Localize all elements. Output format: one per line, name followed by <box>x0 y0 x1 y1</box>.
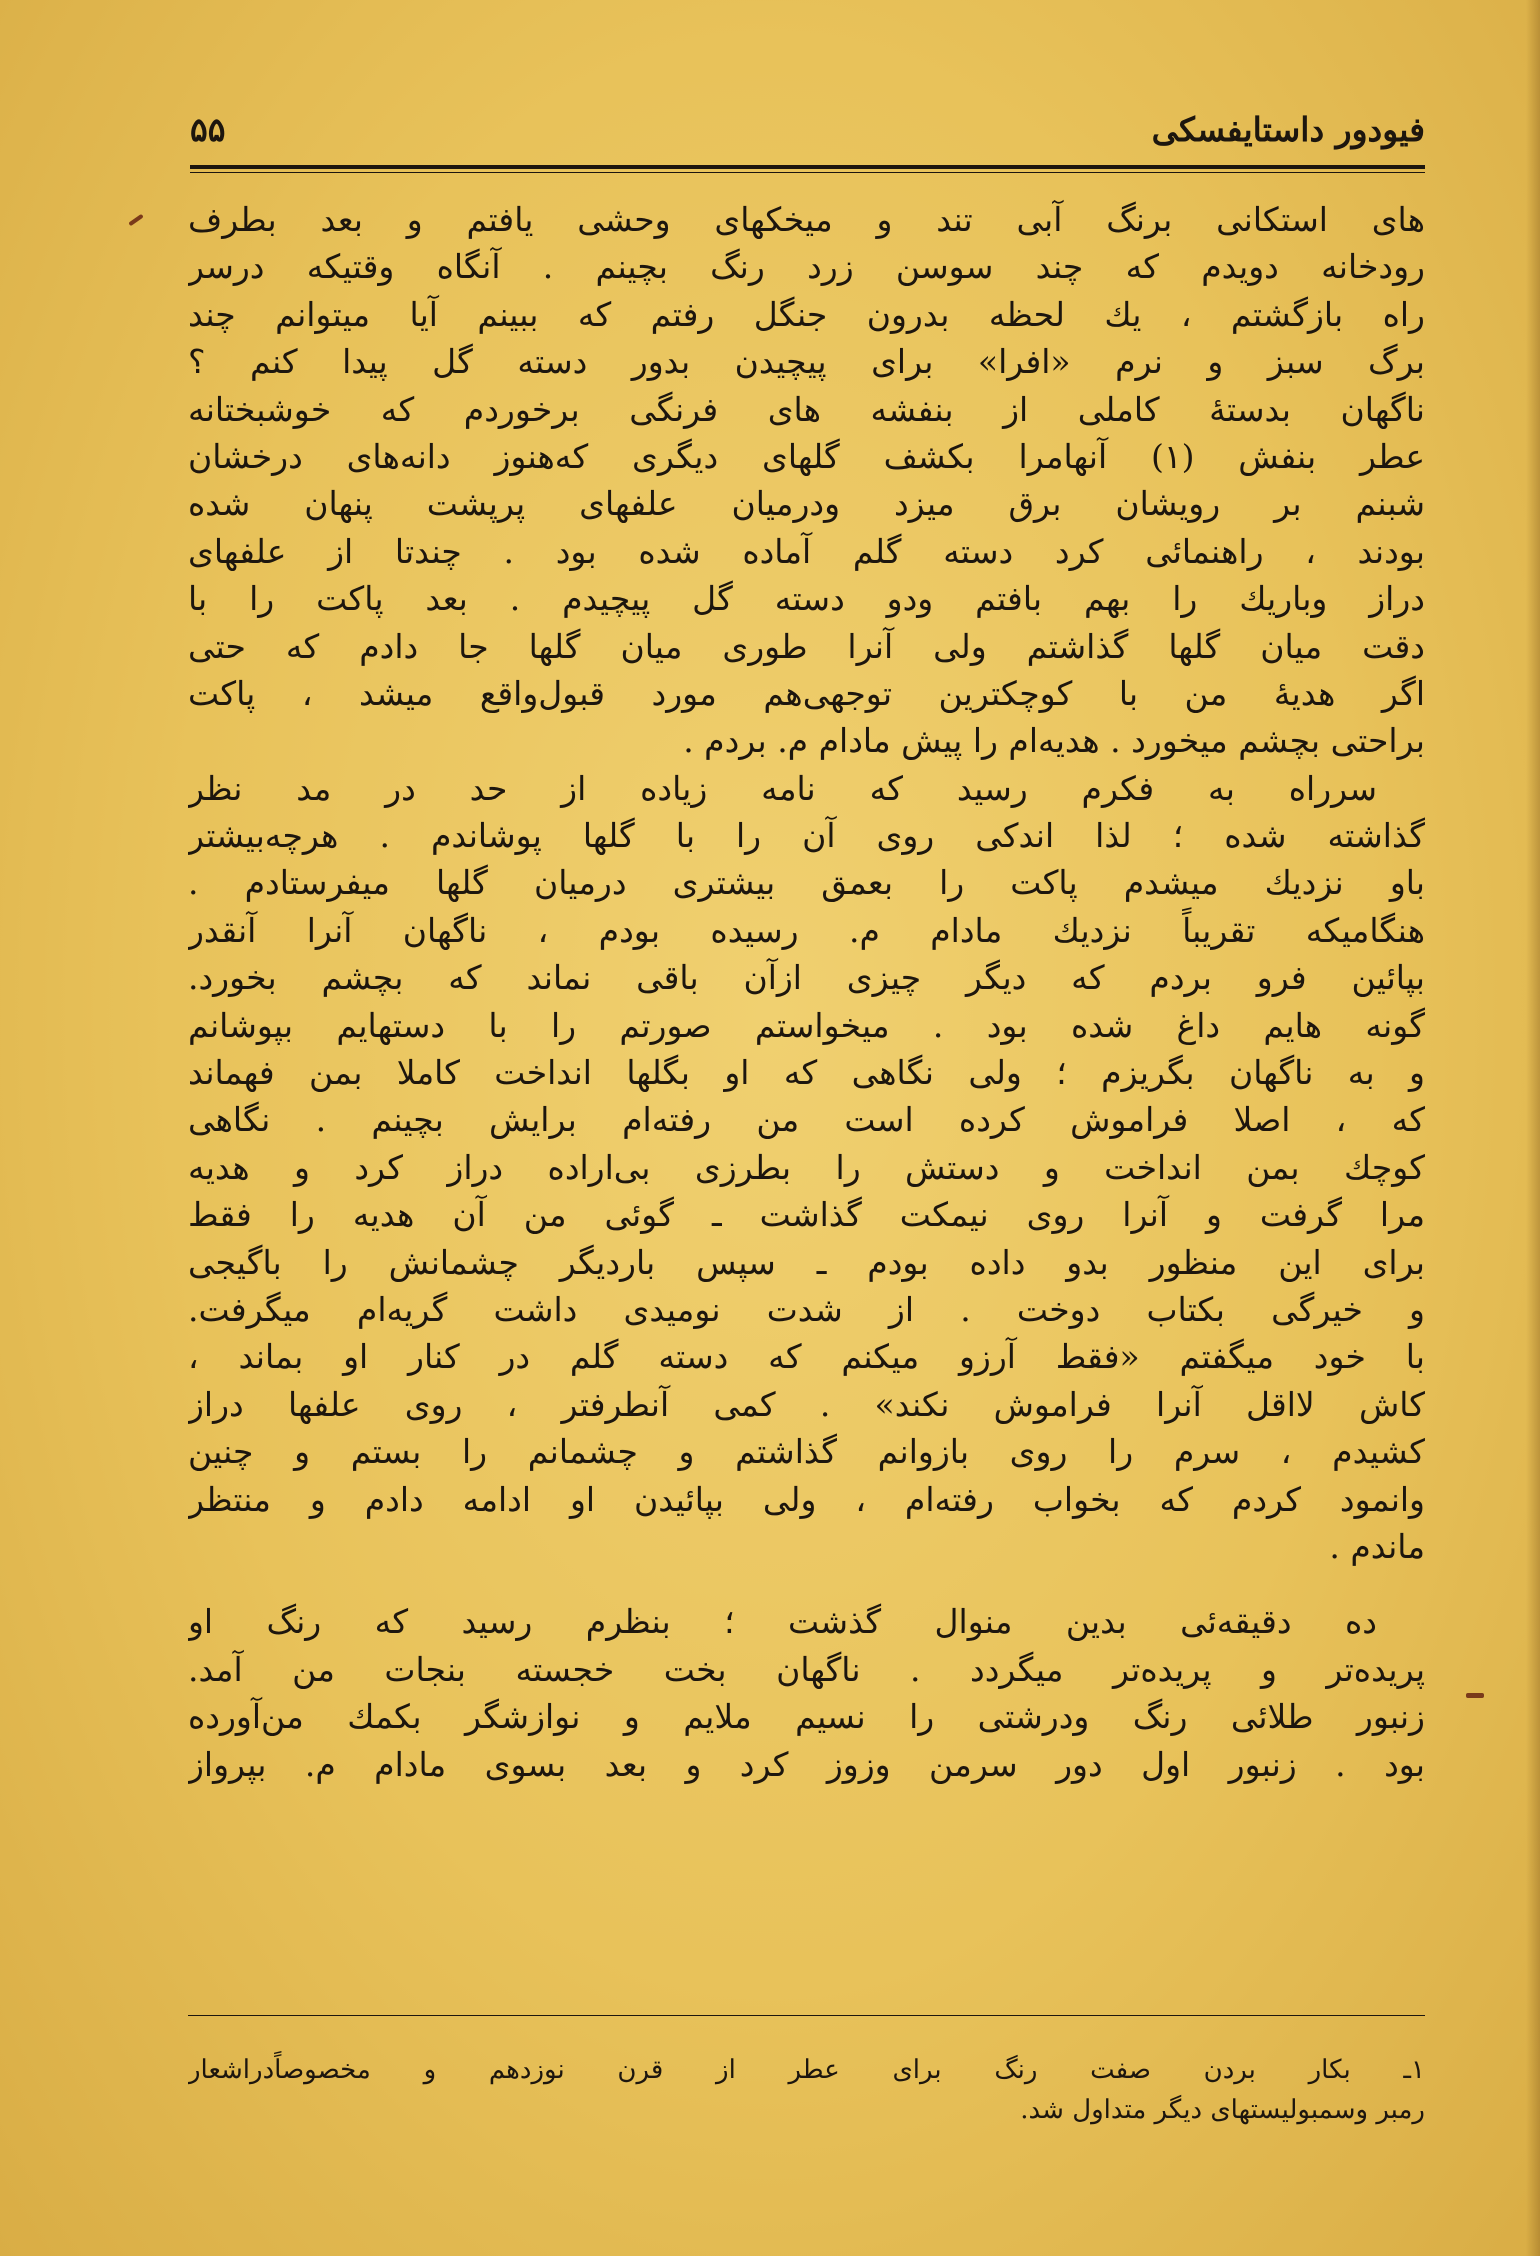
text-line: کوچك بمن انداخت و دستش را بطرزی بی‌اراده دراز کرد و هدیه <box>188 1147 1425 1187</box>
text-line: پریده‌تر و پریده‌تر میگردد . ناگهان بخت خجسته بنجات من آمد. <box>188 1649 1425 1689</box>
text-line: زنبور طلائی رنگ ودرشتی را نسیم ملایم و نوازشگر بکمك من‌آورده <box>188 1697 1425 1737</box>
text-line-indented: سرراه به فکرم رسید که نامه زیاده از حد در مد نظر <box>188 768 1377 808</box>
text-line: و خیرگی بکتاب دوخت . از شدت نومیدی داشت گریه‌ام میگرفت. <box>188 1289 1425 1329</box>
text-line: برگ سبز و نرم «افرا» برای پیچیدن بدور دسته گل پیدا کنم ؟ <box>188 342 1425 382</box>
text-line: رودخانه دویدم که چند سوسن زرد رنگ بچینم . آنگاه وقتیکه درسر <box>188 247 1425 287</box>
text-line: و به ناگهان بگریزم ؛ ولی نگاهی که او بگلها انداخت کاملا بمن فهماند <box>188 1053 1425 1093</box>
page-edge-shadow <box>1526 0 1540 2256</box>
text-line: کشیدم ، سرم را روی بازوانم گذاشتم و چشمانم را بستم و چنین <box>188 1432 1425 1472</box>
text-line: هنگامیکه تقریباً نزدیك مادام م. رسیده بودم ، ناگهان آنرا آنقدر <box>188 910 1425 950</box>
paragraph-gap <box>188 1570 1425 1598</box>
running-header <box>190 104 1425 164</box>
text-line: ناگهان بدستهٔ کاملی از بنفشه های فرنگی برخوردم که خوشبختانه <box>188 389 1425 429</box>
text-line: با خود میگفتم «فقط آرزو میکنم که دسته گلم در کنار او بماند ، <box>188 1337 1425 1377</box>
text-line: بودند ، راهنمائی کرد دسته گلم آماده شده بود . چندتا از علفهای <box>188 531 1425 571</box>
text-line: بود . زنبور اول دور سرمن وزوز کرد و بعد بسوی مادام م. بپرواز <box>188 1744 1425 1784</box>
footnote-rule <box>188 2015 1425 2016</box>
text-line: کاش لااقل آنرا فراموش نکند» . کمی آنطرفتر ، روی علفها دراز <box>188 1384 1425 1424</box>
text-line: وانمود کردم که بخواب رفته‌ام ، ولی بپائیدن او ادامه دادم و منتظر <box>188 1479 1425 1519</box>
text-line: مرا گرفت و آنرا روی نیمکت گذاشت ـ گوئی من آن هدیه را فقط <box>188 1195 1425 1235</box>
text-line: براحتی بچشم میخورد . هدیه‌ام را پیش مادام م. بردم . <box>683 721 1425 761</box>
text-line: گذاشته شده ؛ لذا اندکی روی آن را با گلها پوشاندم . هرچه‌بیشتر <box>188 816 1425 856</box>
header-rule <box>190 165 1425 173</box>
text-line: عطر بنفش (۱) آنهامرا بکشف گلهای دیگری که‌هنوز دانه‌های درخشان <box>188 436 1425 476</box>
footnote-line: رمبر وسمبولیستهای دیگر متداول شد. <box>1020 2095 1425 2125</box>
text-line: اگر هدیهٔ من با کوچکترین توجهی‌هم مورد قبول‌واقع میشد ، پاکت <box>188 673 1425 713</box>
text-line: شبنم بر رویشان برق میزد ودرمیان علفهای پرپشت پنهان شده <box>188 484 1425 524</box>
margin-pencil-mark <box>1466 1693 1484 1698</box>
text-line: راه بازگشتم ، یك لحظه بدرون جنگل رفتم که ببینم آیا میتوانم چند <box>188 294 1425 334</box>
text-line: برای این منظور بدو داده بودم ـ سپس باردیگر چشمانش را باگیجی <box>188 1242 1425 1282</box>
footnotes <box>188 2050 1425 2130</box>
text-line: دقت میان گلها گذاشتم ولی آنرا طوری میان گلها جا دادم که حتی <box>188 626 1425 666</box>
text-line: بپائین فرو بردم که دیگر چیزی ازآن باقی نماند که بچشم بخورد. <box>188 958 1425 998</box>
body-text <box>188 196 1425 1788</box>
text-line: که ، اصلا فراموش کرده است من رفته‌ام برایش بچینم . نگاهی <box>188 1100 1425 1140</box>
text-line: باو نزدیك میشدم پاکت را بعمق بیشتری درمیان گلها میفرستادم . <box>188 863 1425 903</box>
text-line-indented: ده دقیقه‌ئی بدین منوال گذشت ؛ بنظرم رسید که رنگ او <box>188 1602 1377 1642</box>
text-line: ماندم . <box>1329 1526 1425 1566</box>
running-title: فیودور داستایفسکی <box>1151 110 1425 149</box>
margin-pencil-mark <box>128 214 143 226</box>
page-number: ۵۵ <box>190 110 226 149</box>
text-line: گونه هایم داغ شده بود . میخواستم صورتم را با دستهایم بپوشانم <box>188 1005 1425 1045</box>
footnote-line: ۱ـ بکار بردن صفت رنگ برای عطر از قرن نوزدهم و مخصوصاًدراشعار <box>188 2055 1425 2085</box>
text-line: دراز وباریك را بهم بافتم ودو دسته گل پیچیدم . بعد پاکت را با <box>188 579 1425 619</box>
text-line: های استکانی برنگ آبی تند و میخکهای وحشی یافتم و بعد بطرف <box>188 200 1425 239</box>
